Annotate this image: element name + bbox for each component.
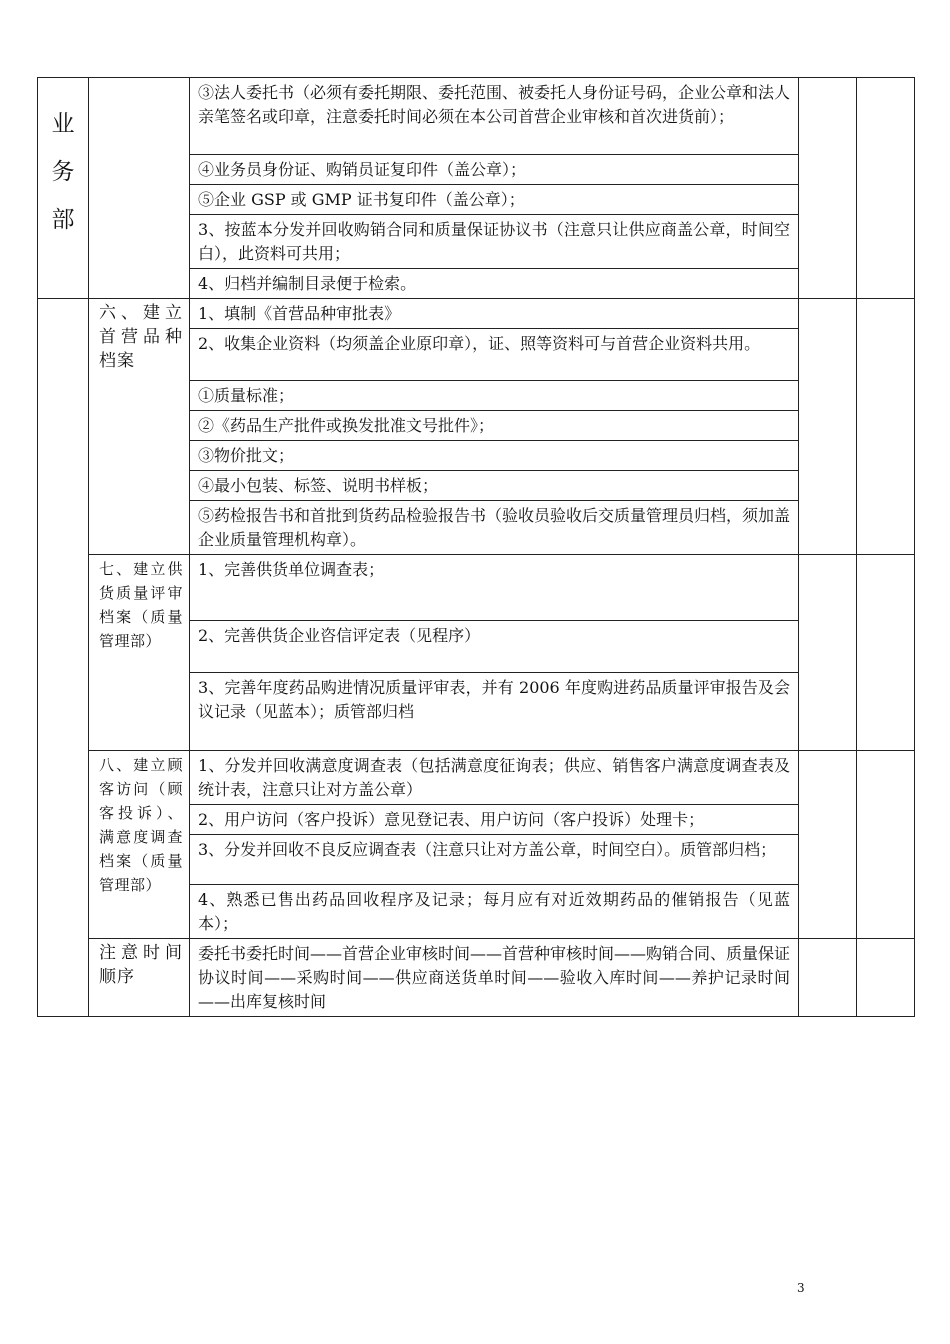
- check-cell: [799, 78, 857, 299]
- item-cell: 4、熟悉已售出药品回收程序及记录；每月应有对近效期药品的催销报告（见蓝本）；: [190, 885, 799, 939]
- check-cell: [799, 939, 857, 1017]
- category-label: 七、建立供货质量评审档案（质量管理部）: [89, 555, 190, 751]
- item-cell: 1、填制《首营品种审批表》: [190, 299, 799, 329]
- item-cell: ⑤药检报告书和首批到货药品检验报告书（验收员验收后交质量管理员归档，须加盖企业质量管理机构章）。: [190, 501, 799, 555]
- item-cell: 1、分发并回收满意度调查表（包括满意度征询表；供应、销售客户满意度调查表及统计表，注意只让对方盖公章）: [190, 751, 799, 805]
- item-cell: 2、收集企业资料（均须盖企业原印章），证、照等资料可与首营企业资料共用。: [190, 329, 799, 381]
- procedure-table: [37, 77, 915, 1017]
- check-cell: [799, 751, 857, 939]
- item-cell: 3、分发并回收不良反应调查表（注意只让对方盖公章，时间空白）。质管部归档；: [190, 835, 799, 885]
- item-cell: 4、归档并编制目录便于检索。: [190, 269, 799, 299]
- item-cell: 3、按蓝本分发并回收购销合同和质量保证协议书（注意只让供应商盖公章，时间空白），此资料可共用；: [190, 215, 799, 269]
- category-label: 六、建立首营品种档案: [89, 299, 190, 555]
- department-cell: [38, 78, 89, 299]
- category-label: 八、建立顾客访问（顾客投诉）、满意度调查档案（质量管理部）: [89, 751, 190, 939]
- item-cell: ⑤企业 GSP 或 GMP 证书复印件（盖公章）；: [190, 185, 799, 215]
- remark-cell: [857, 555, 915, 751]
- page-number: 3: [797, 1281, 805, 1295]
- category-cell-continued: [89, 78, 190, 299]
- department-char: 部: [51, 207, 75, 233]
- item-cell: ④业务员身份证、购销员证复印件（盖公章）；: [190, 155, 799, 185]
- department-cell-empty: [38, 299, 89, 1017]
- item-cell: ②《药品生产批件或换发批准文号批件》；: [190, 411, 799, 441]
- department-char: 务: [51, 159, 75, 185]
- item-cell: ③物价批文；: [190, 441, 799, 471]
- item-cell: ③法人委托书（必须有委托期限、委托范围、被委托人身份证号码，企业公章和法人亲笔签名或印章，注意委托时间必须在本公司首营企业审核和首次进货前）；: [190, 78, 799, 155]
- item-cell: 3、完善年度药品购进情况质量评审表，并有 2006 年度购进药品质量评审报告及会议记录（见蓝本）；质管部归档: [190, 673, 799, 751]
- category-label: 注意时间顺序: [89, 939, 190, 1017]
- item-cell: 1、完善供货单位调查表；: [190, 555, 799, 621]
- item-cell: 2、用户访问（客户投诉）意见登记表、用户访问（客户投诉）处理卡；: [190, 805, 799, 835]
- remark-cell: [857, 751, 915, 939]
- check-cell: [799, 555, 857, 751]
- department-char: 业: [51, 111, 75, 137]
- item-cell: ①质量标准；: [190, 381, 799, 411]
- remark-cell: [857, 939, 915, 1017]
- item-cell: 委托书委托时间——首营企业审核时间——首营种审核时间——购销合同、质量保证协议时间——采购时间——供应商送货单时间——验收入库时间——养护记录时间——出库复核时间: [190, 939, 799, 1017]
- check-cell: [799, 299, 857, 555]
- item-cell: ④最小包装、标签、说明书样板；: [190, 471, 799, 501]
- item-cell: 2、完善供货企业咨信评定表（见程序）: [190, 621, 799, 673]
- remark-cell: [857, 299, 915, 555]
- remark-cell: [857, 78, 915, 299]
